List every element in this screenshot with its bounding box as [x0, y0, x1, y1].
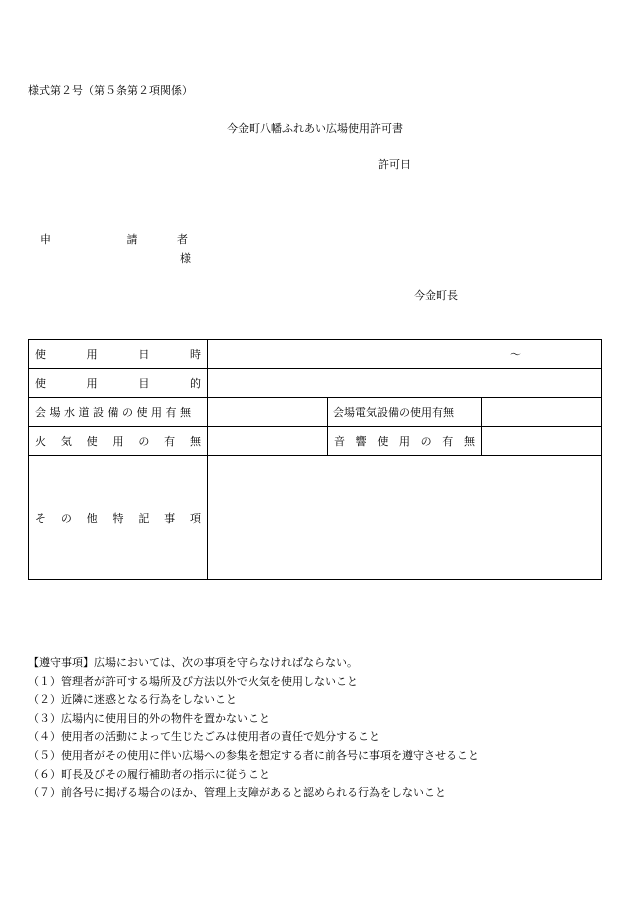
row-usage-datetime — [29, 340, 602, 369]
label-fire: 火 気 使 用 の 有 無 — [29, 427, 208, 456]
rule-item: （７）前各号に掲げる場合のほか、管理上支障があると認められる行為をしないこと — [28, 786, 446, 800]
applicant-char: 請 — [126, 233, 138, 246]
label-usage-datetime: 使 用 日 時 — [29, 340, 208, 369]
honorific-sama: 様 — [180, 252, 191, 265]
value-sound[interactable] — [482, 427, 602, 456]
value-usage-purpose[interactable] — [208, 369, 602, 398]
permit-date-label: 許可日 — [378, 158, 411, 171]
applicant-char: 申 — [40, 233, 51, 246]
row-fire-sound — [29, 427, 602, 456]
compliance-rules — [28, 654, 608, 803]
rule-item: （４）使用者の活動によって生じたごみは使用者の責任で処分すること — [28, 730, 380, 744]
value-fire[interactable] — [208, 427, 328, 456]
label-other-notes: そ の 他 特 記 事 項 — [29, 456, 208, 580]
value-water[interactable] — [208, 398, 328, 427]
rules-header: 【遵守事項】広場においては、次の事項を守らなければならない。 — [28, 656, 358, 669]
label-usage-purpose: 使 用 目 的 — [29, 369, 208, 398]
document-title: 今金町八幡ふれあい広場使用許可書 — [227, 122, 403, 135]
value-usage-datetime[interactable] — [208, 340, 602, 369]
row-water-electric — [29, 398, 602, 427]
row-other-notes — [29, 456, 602, 580]
rule-item: （６）町長及びその履行補助者の指示に従うこと — [28, 767, 270, 781]
value-other-notes[interactable] — [208, 456, 602, 580]
row-usage-purpose — [29, 369, 602, 398]
label-sound: 音 響 使 用 の 有 無 — [328, 427, 482, 456]
rule-item: （５）使用者がその使用に伴い広場への参集を想定する者に前各号に事項を遵守させること — [28, 748, 479, 762]
label-electric: 会場電気設備の使用有無 — [328, 398, 482, 427]
label-water: 会場水道設備の使用有無 — [29, 398, 208, 427]
form-number: 様式第２号（第５条第２項関係） — [28, 84, 193, 97]
rule-item: （１）管理者が許可する場所及び方法以外で火気を使用しないこと — [28, 674, 358, 688]
tilde-separator: ～ — [510, 348, 521, 361]
applicant-label — [40, 231, 188, 247]
rule-item: （３）広場内に使用目的外の物件を置かないこと — [28, 711, 270, 725]
value-electric[interactable] — [482, 398, 602, 427]
issuer-mayor: 今金町長 — [414, 289, 458, 302]
rule-item: （２）近隣に迷惑となる行為をしないこと — [28, 693, 237, 707]
permit-table — [28, 339, 602, 580]
applicant-char: 者 — [177, 233, 188, 246]
